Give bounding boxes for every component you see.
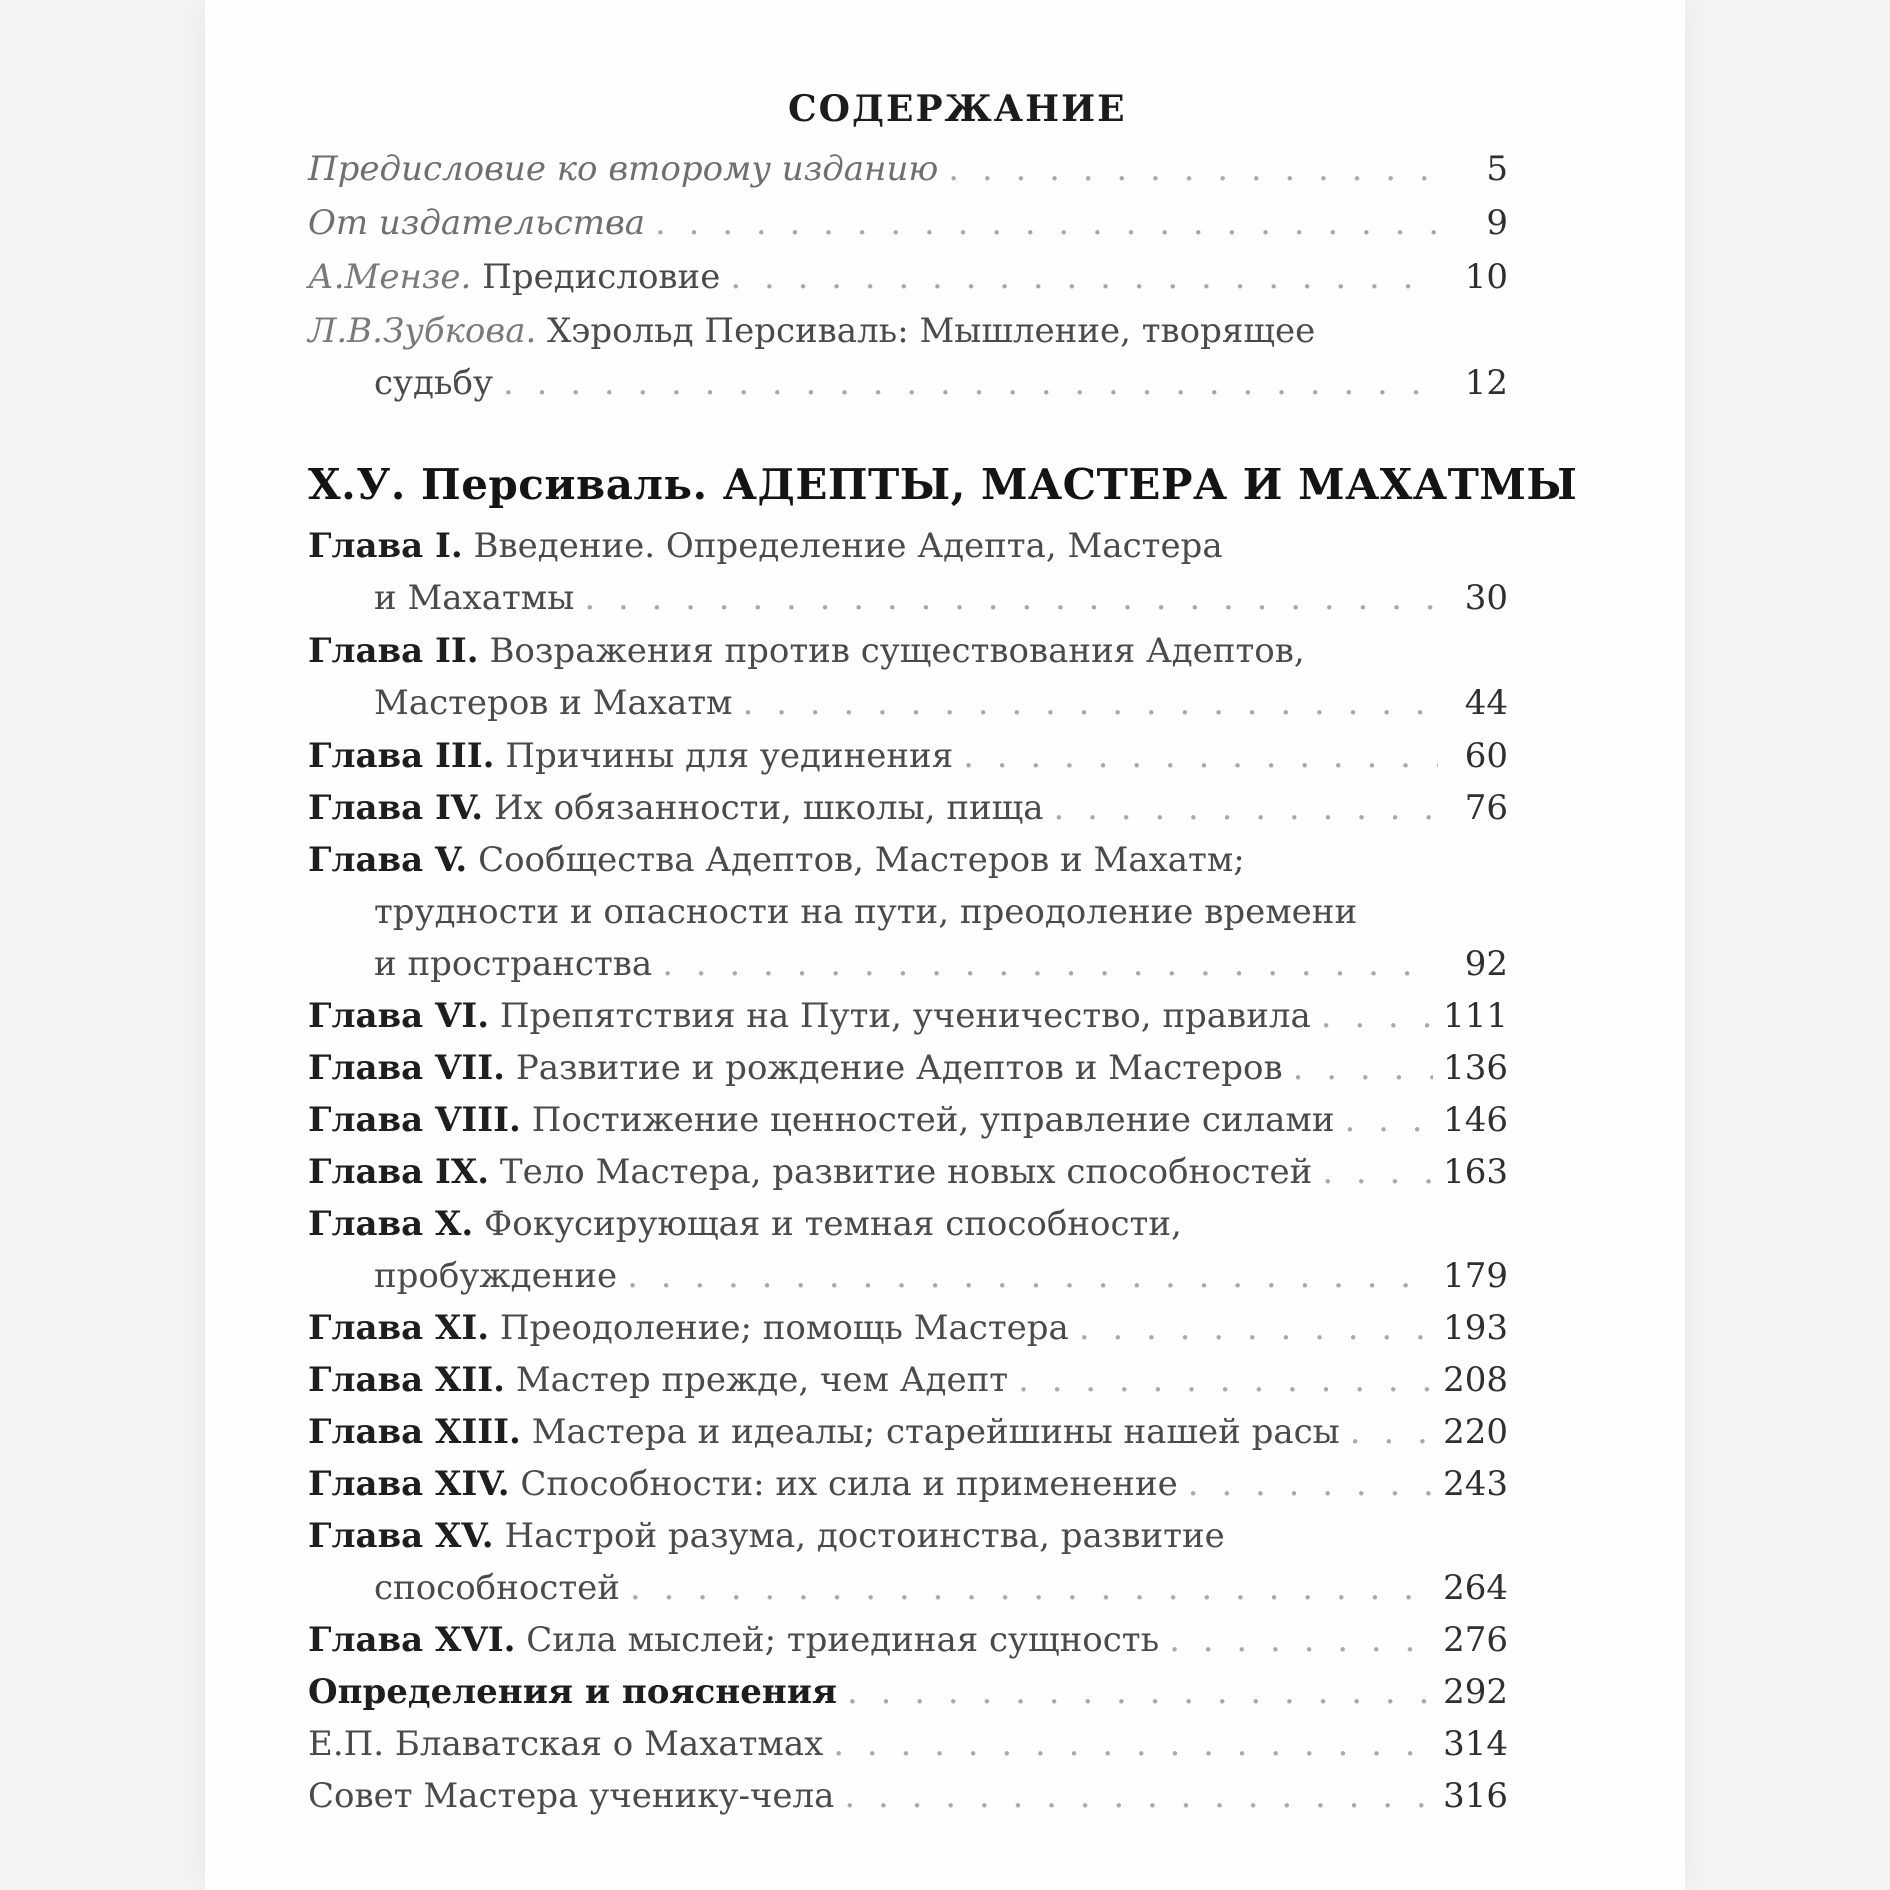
toc-entry-chapter-2 [308, 625, 1508, 729]
toc-entry-chapter-11 [308, 1302, 1508, 1354]
dot-leader [1345, 1094, 1434, 1146]
dot-leader [1079, 1302, 1433, 1354]
toc-entry-chapter-6 [308, 990, 1508, 1042]
chapter-title: Сообщества Адептов, Мастеров и Махатм; [478, 840, 1245, 880]
chapter-label: Глава X. [308, 1204, 474, 1244]
page-number: 30 [1464, 578, 1508, 618]
chapter-title: Настрой разума, достоинства, развитие [504, 1516, 1225, 1556]
toc-entry-zubkova-essay [308, 305, 1508, 409]
dot-leader [1169, 1614, 1433, 1666]
chapter-label: Глава VIII. [308, 1100, 521, 1140]
toc-entry-chapter-15 [308, 1510, 1508, 1614]
chapter-title: Введение. Определение Адепта, Мастера [473, 526, 1223, 566]
toc-entry-chapter-8 [308, 1094, 1508, 1146]
page-number: 10 [1464, 257, 1508, 297]
page-number: 208 [1443, 1360, 1508, 1400]
chapter-title: Преодоление; помощь Мастера [499, 1308, 1069, 1348]
chapter-title: Фокусирующая и темная способности, [484, 1204, 1182, 1244]
dot-leader [627, 1250, 1433, 1302]
page-number: 220 [1443, 1412, 1508, 1452]
dot-leader [503, 357, 1438, 409]
toc-entry-master-advice [308, 1770, 1508, 1822]
chapter-title-continued: пробуждение [374, 1256, 618, 1296]
chapter-label: Глава IV. [308, 788, 484, 828]
page-number: 5 [1486, 149, 1508, 189]
chapter-title: Сила мыслей; триединая сущность [526, 1620, 1160, 1660]
page-number: 12 [1464, 363, 1508, 403]
chapter-label: Глава I. [308, 526, 463, 566]
entry-text: Совет Мастера ученику-чела [308, 1776, 835, 1816]
page-number: 9 [1486, 203, 1508, 243]
chapter-title: Способности: их сила и применение [520, 1464, 1178, 1504]
chapter-label: Глава III. [308, 736, 495, 776]
page-number: 44 [1464, 683, 1508, 723]
dot-leader [743, 677, 1439, 729]
chapter-title: Развитие и рождение Адептов и Мастеров [515, 1048, 1283, 1088]
chapter-title: Причины для уединения [505, 736, 954, 776]
chapter-label: Глава XIII. [308, 1412, 521, 1452]
chapter-title: Мастера и идеалы; старейшины нашей расы [531, 1412, 1340, 1452]
chapter-label: Глава XIV. [308, 1464, 510, 1504]
dot-leader [655, 197, 1438, 249]
page-number: 146 [1443, 1100, 1508, 1140]
page-number: 136 [1443, 1048, 1508, 1088]
chapter-title: Возражения против существования Адептов, [489, 631, 1305, 671]
chapter-title: Тело Мастера, развитие новых способностей [499, 1152, 1313, 1192]
chapter-label: Глава XI. [308, 1308, 490, 1348]
toc-entry-chapter-5 [308, 834, 1508, 990]
page-title: СОДЕРЖАНИЕ [788, 88, 1127, 130]
entry-text: Предисловие ко второму изданию [308, 149, 939, 189]
entry-author: Л.В.Зубкова. [308, 311, 537, 351]
page-number: 76 [1464, 788, 1508, 828]
chapter-label: Глава VI. [308, 996, 490, 1036]
dot-leader [1018, 1354, 1433, 1406]
entry-text: Предисловие [482, 257, 721, 297]
toc-entry-chapter-7 [308, 1042, 1508, 1094]
dot-leader [833, 1718, 1433, 1770]
toc-entry-chapter-1 [308, 520, 1508, 624]
chapter-label: Глава II. [308, 631, 479, 671]
page-number: 193 [1443, 1308, 1508, 1348]
dot-leader [1054, 782, 1438, 834]
chapter-title-continued: трудности и опасности на пути, преодоление времени [374, 892, 1358, 932]
entry-text: Определения и пояснения [308, 1672, 838, 1712]
toc-entry-chapter-14 [308, 1458, 1508, 1510]
chapter-title: Мастер прежде, чем Адепт [515, 1360, 1009, 1400]
page-number: 264 [1443, 1568, 1508, 1608]
page-number: 276 [1443, 1620, 1508, 1660]
dot-leader [948, 143, 1438, 195]
toc-entry-publisher [308, 197, 1508, 249]
entry-author: А.Мензе. [308, 257, 472, 297]
entry-text: От издательства [308, 203, 646, 243]
page-number: 92 [1464, 944, 1508, 984]
entry-text-continued: судьбу [374, 363, 493, 403]
toc-entry-definitions [308, 1666, 1508, 1718]
toc-entry-chapter-9 [308, 1146, 1508, 1198]
chapter-title-continued: способностей [374, 1568, 620, 1608]
chapter-label: Глава XVI. [308, 1620, 516, 1660]
page-number: 60 [1464, 736, 1508, 776]
page-number: 292 [1443, 1672, 1508, 1712]
dot-leader [730, 251, 1438, 303]
toc-entry-chapter-12 [308, 1354, 1508, 1406]
chapter-title: Препятствия на Пути, ученичество, правила [499, 996, 1311, 1036]
chapter-title: Их обязанности, школы, пища [493, 788, 1044, 828]
page-number: 111 [1443, 996, 1508, 1036]
chapter-title-continued: и пространства [374, 944, 653, 984]
dot-leader [844, 1770, 1433, 1822]
dot-leader [1322, 1146, 1433, 1198]
entry-text: Хэрольд Персиваль: Мышление, творящее [547, 311, 1316, 351]
entry-text: Е.П. Блаватская о Махатмах [308, 1724, 824, 1764]
page-number: 314 [1443, 1724, 1508, 1764]
toc-entry-preface-second-edition [308, 143, 1508, 195]
dot-leader [963, 730, 1438, 782]
book-page [205, 0, 1685, 1890]
chapter-title: Постижение ценностей, управление силами [531, 1100, 1335, 1140]
dot-leader [1188, 1458, 1433, 1510]
chapter-title-continued: Мастеров и Махатм [374, 683, 733, 723]
dot-leader [630, 1562, 1433, 1614]
chapter-label: Глава V. [308, 840, 468, 880]
chapter-label: Глава XII. [308, 1360, 505, 1400]
dot-leader [847, 1666, 1433, 1718]
page-number: 163 [1443, 1152, 1508, 1192]
toc-entry-chapter-13 [308, 1406, 1508, 1458]
dot-leader [584, 572, 1438, 624]
toc-entry-chapter-4 [308, 782, 1508, 834]
toc-entry-chapter-16 [308, 1614, 1508, 1666]
toc-entry-chapter-3 [308, 730, 1508, 782]
chapter-title-continued: и Махатмы [374, 578, 575, 618]
page-number: 179 [1443, 1256, 1508, 1296]
chapter-label: Глава XV. [308, 1516, 494, 1556]
dot-leader [1293, 1042, 1434, 1094]
section-heading: Х.У. Персиваль. АДЕПТЫ, МАСТЕРА И МАХАТМЫ [308, 460, 1578, 509]
toc-entry-blavatsky [308, 1718, 1508, 1770]
page-number: 243 [1443, 1464, 1508, 1504]
dot-leader [1350, 1406, 1433, 1458]
dot-leader [662, 938, 1438, 990]
toc-entry-chapter-10 [308, 1198, 1508, 1302]
dot-leader [1321, 990, 1433, 1042]
chapter-label: Глава VII. [308, 1048, 505, 1088]
page-number: 316 [1443, 1776, 1508, 1816]
toc-entry-menze-preface [308, 251, 1508, 303]
chapter-label: Глава IX. [308, 1152, 490, 1192]
